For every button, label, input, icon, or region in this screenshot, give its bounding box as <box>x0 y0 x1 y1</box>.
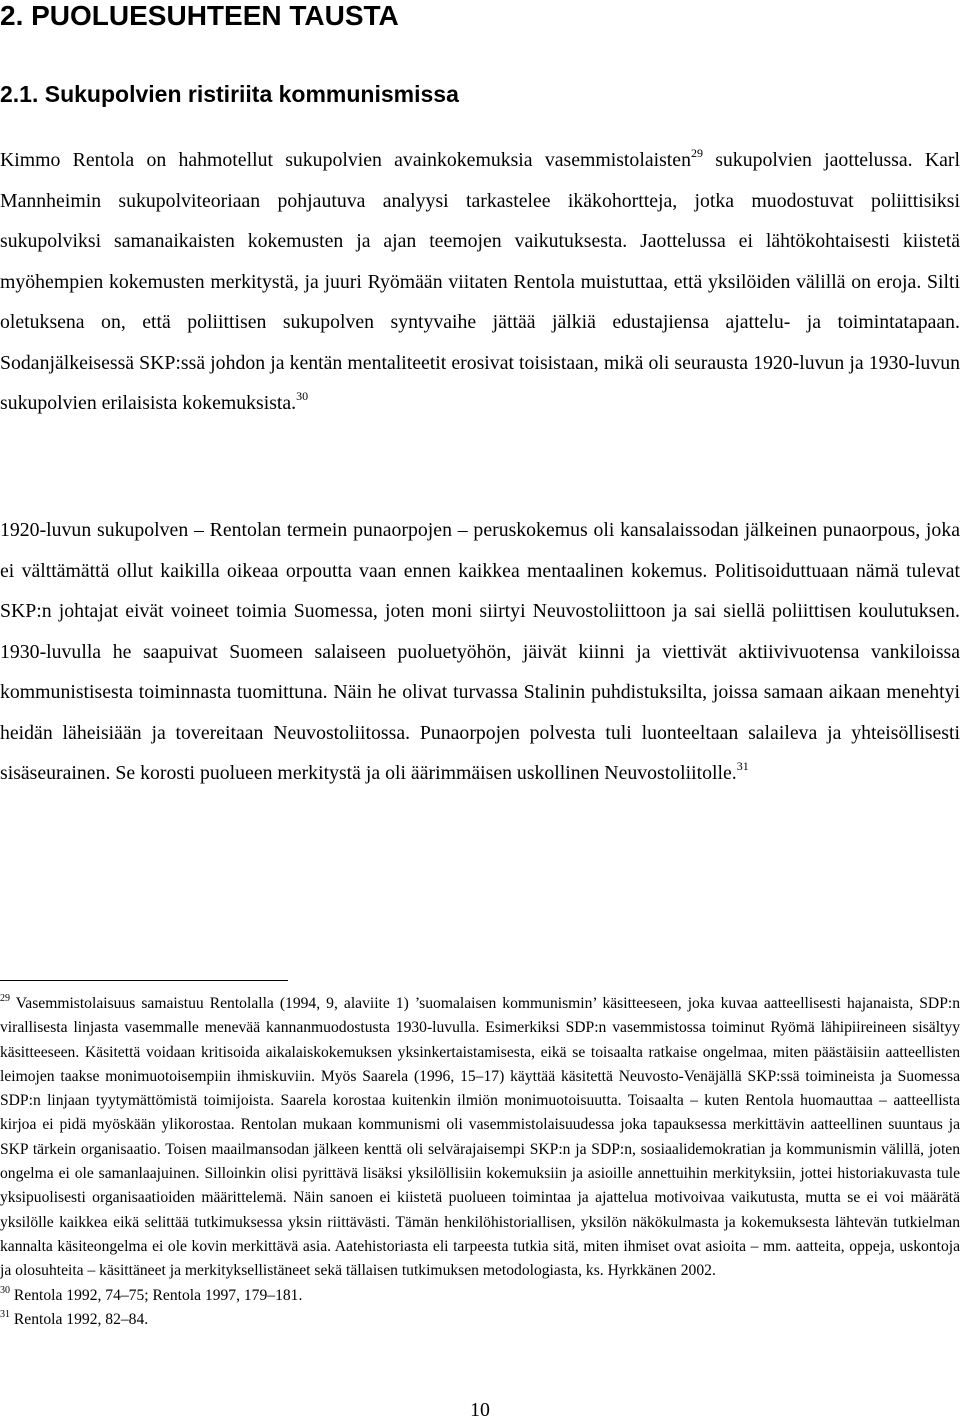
footnote-ref-29[interactable]: 29 <box>690 146 703 160</box>
body-paragraph-1 <box>0 140 960 424</box>
footnote-ref-31[interactable]: 31 <box>736 759 749 773</box>
paragraph-text: Kimmo Rentola on hahmotellut sukupolvien avainkokemuksia vasemmistolaisten <box>0 149 691 171</box>
footnote-ref-30[interactable]: 30 <box>296 389 309 403</box>
paragraph-text: 1920-luvun sukupolven – Rentolan termein punaorpojen – peruskokemus oli kansalaissodan jälkeinen punaorpous, joka ei välttämättä ollut kaikilla oikeaa orpoutta vaan ennen kaikkea mentaalinen kokemus. Politisoiduttuaan nämä tulevat SKP:n johtajat eivät voineet toimia Suomessa, joten moni siirtyi Neuvostoliittoon ja sai siellä poliittisen koulutuksen. 1930-luvulla he saapuivat Suomeen salaiseen puoluetyöhön, jäivät kiinni ja viettivät aktiivivuotensa vankiloissa kommunistisesta toiminnasta tuomittuna. Näin he olivat turvassa Stalinin puhdistuksilta, joissa samaan aikaan menehtyi heidän läheisiään ja tovereitaan Neuvostoliitossa. Punaorpojen polvesta tuli luonteeltaan salaileva ja yhteisöllisesti sisäseurainen. Se korosti puolueen merkitystä ja oli äärimmäisen uskollinen Neuvostoliitolle. <box>0 519 960 784</box>
footnote-number: 29 <box>0 993 10 1004</box>
chapter-heading: 2. PUOLUESUHTEEN TAUSTA <box>0 0 399 31</box>
footnote-text: Rentola 1992, 82–84. <box>10 1310 149 1328</box>
footnote-text: Vasemmistolaisuus samaistuu Rentolalla (1994, 9, alaviite 1) ’suomalaisen kommunismin’ käsitteeseen, joka kuvaa aatteellisesti hajanaista, SDP:n virallisesta linjasta vasemmalle menevää kannanmuodostusta 1930-luvulla. Esimerkiksi SDP:n vasemmistossa toiminut Ryömä lähipiireineen sisältyy käsitteeseen. Käsitettä voidaan kritisoida aikalaiskokemuksen yksinkertaistamisesta, eikä se toisaalta ratkaise ongelmaa, miten päästäisiin aatteellisten leimojen taakse monimuotoisempiin ihmiskuviin. Myös Saarela (1996, 15–17) käyttää käsitettä Neuvosto-Venäjällä SKP:ssä toimineista ja Suomessa SDP:n linjaan tyytymättömistä toimijoista. Saarela korostaa kuitenkin ilmiön monimuotoisuutta. Toisaalta – kuten Rentola huomauttaa – aatteellista kirjoa ei pidä myöskään ylikorostaa. Rentolan mukaan kommunismi oli vasemmistolaisuudessa joka tapauksessa merkittävin aatteellinen suuntaus ja SKP tärkein organisaatio. Toisen maailmansodan jälkeen kenttä oli selvärajaisempi SKP:n ja SDP:n, sosiaalidemokratian ja kommunismin välillä, joten ongelma ei ole samanlaajuinen. Silloinkin olisi pyrittävä lisäksi yksilöllisiin kokemuksiin ja asioille annettuihin merkityksiin, jottei historiakuvasta tule yksipuolisesti organisaatioiden määrittelemä. Näin sanoen ei kiistetä puolueen toimintaa ja ajattelua motivoivaa vaikutusta, mutta se ei voi määrätä yksilölle kaikkea eikä selittää tutkimuksessa yksin riittävästi. Tämän henkilöhistoriallisen, yksilön näkökulmasta ja kokemuksesta lähtevän tutkielman kannalta käsiteongelma ei ole kovin merkittävä asia. Aatehistoriasta eli tarpeesta tutkia sitä, miten ihmiset ovat asioita – mm. aatteita, oppeja, uskontoja ja olosuhteita – käsittäneet ja merkityksellistäneet sekä tällaisen tutkimuksen metodologiasta, ks. Hyrkkänen 2002. <box>0 995 960 1280</box>
section-heading: 2.1. Sukupolvien ristiriita kommunismissa <box>0 81 459 107</box>
footnote-31 <box>0 1308 960 1332</box>
footnote-number: 30 <box>0 1284 10 1296</box>
footnotes-section <box>0 992 960 1332</box>
footnote-30 <box>0 1284 960 1308</box>
footnote-separator <box>0 980 288 981</box>
footnote-text: Rentola 1992, 74–75; Rentola 1997, 179–181. <box>10 1286 303 1304</box>
footnote-number: 31 <box>0 1308 10 1320</box>
body-paragraph-2 <box>0 510 960 794</box>
paragraph-text: sukupolvien jaottelussa. Karl Mannheimin sukupolviteoriaan pohjautuva analyysi tarkastelee ikäkohortteja, jotka muodostuvat poliittisiksi sukupolviksi samanaikaisten kokemusten ja ajan teemojen vaikutuksesta. Jaottelussa ei lähtökohtaisesti kiistetä myöhempien kokemusten merkitystä, ja juuri Ryömään viitaten Rentola muistuttaa, että yksilöiden välillä on eroja. Silti oletuksena on, että poliittisen sukupolven syntyvaihe jättää jälkiä edustajiensa ajattelu- ja toimintatapaan. Sodanjälkeisessä SKP:ssä johdon ja kentän mentaliteetit erosivat toisistaan, mikä oli seurausta 1920-luvun ja 1930-luvun sukupolvien erilaisista kokemuksista. <box>0 149 960 414</box>
footnote-29 <box>0 992 960 1284</box>
page-number: 10 <box>470 1399 490 1421</box>
